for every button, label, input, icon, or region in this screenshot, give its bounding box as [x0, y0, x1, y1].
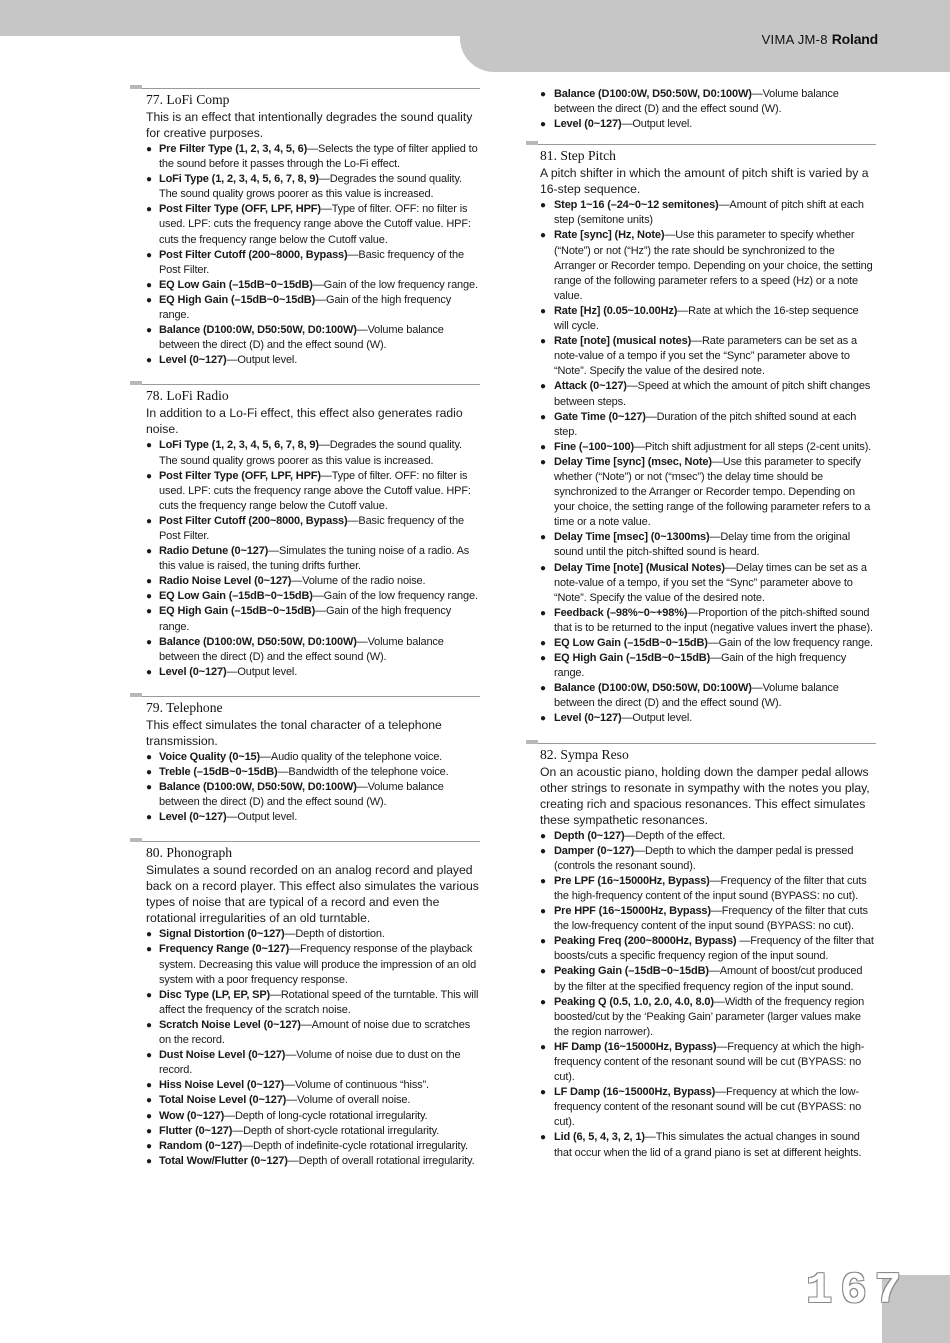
- param-item: [534, 874, 876, 904]
- param-desc: —This simulates the actual changes in sound that occur when the lid of a grand piano is set at different heights.: [554, 1131, 862, 1159]
- param-item: [534, 117, 876, 132]
- param-name: Attack (0~127): [554, 380, 627, 393]
- param-item: [534, 964, 876, 994]
- param-desc: —Depth of the effect.: [624, 829, 726, 842]
- param-item: [534, 636, 876, 651]
- param-item: [138, 278, 480, 293]
- param-name: Balance (D100:0W, D50:50W, D0:100W): [159, 635, 357, 648]
- section-marker: [130, 85, 142, 89]
- param-item: [534, 829, 876, 844]
- param-name: Disc Type (LP, EP, SP): [159, 988, 271, 1001]
- param-item: [138, 765, 480, 780]
- param-desc: —Width of the frequency region boosted/cut by the ‘Peaking Gain’ parameter (larger values make the region narrower).: [554, 995, 865, 1038]
- section-intro: On an acoustic piano, holding down the damper pedal allows other strings to resonate in sympathy with the notes you play, creating rich and spacious resonances. This effect simulates these sympathetic resonances.: [540, 764, 870, 827]
- param-name: LoFi Type (1, 2, 3, 4, 5, 6, 7, 8, 9): [159, 439, 319, 452]
- param-list: [534, 829, 876, 1161]
- param-list: [138, 927, 480, 1169]
- section-title: 78. LoFi Radio: [146, 388, 229, 404]
- param-list: [534, 198, 876, 726]
- param-desc: —Frequency of the filter that cuts the high-frequency content of the input sound (BYPASS: no cut).: [554, 874, 867, 902]
- param-desc: —Output level.: [226, 811, 298, 824]
- param-name: Balance (D100:0W, D50:50W, D0:100W): [554, 682, 752, 695]
- param-desc: —Depth of long-cycle rotational irregularity.: [224, 1109, 428, 1122]
- param-name: Pre LPF (16~15000Hz, Bypass): [554, 874, 710, 887]
- param-item: [534, 440, 876, 455]
- param-desc: —Gain of the high frequency range.: [159, 605, 452, 633]
- param-item: [138, 1154, 480, 1169]
- param-desc: —Rate at which the 16-step sequence will cycle.: [554, 304, 859, 333]
- param-item: [534, 934, 876, 964]
- param-name: Post Filter Cutoff (200~8000, Bypass): [159, 514, 348, 527]
- param-name: Random (0~127): [159, 1139, 243, 1152]
- param-desc: —Gain of the low frequency range.: [707, 637, 873, 649]
- param-desc: —Gain of the high frequency range.: [554, 652, 847, 680]
- param-item: [534, 1085, 876, 1130]
- param-item: [138, 353, 480, 368]
- param-name: Peaking Freq (200~8000Hz, Bypass): [554, 935, 737, 948]
- section-rule: [530, 144, 876, 145]
- param-name: Flutter (0~127): [159, 1124, 233, 1137]
- param-name: Level (0~127): [159, 354, 227, 367]
- param-name: Radio Noise Level (0~127): [159, 575, 292, 588]
- effect-section: [138, 384, 480, 680]
- param-name: Damper (0~127): [554, 844, 635, 857]
- param-item: [138, 544, 480, 574]
- param-item: [534, 530, 876, 560]
- param-name: Peaking Gain (–15dB~0~15dB): [554, 965, 709, 978]
- param-item: [138, 574, 480, 589]
- effect-section: [138, 696, 480, 825]
- param-list: [138, 142, 480, 368]
- param-item: [534, 606, 876, 636]
- param-item: [138, 589, 480, 604]
- param-desc: —Frequency of the filter that cuts the low-frequency content of the input sound (BYPASS: no cut).: [554, 905, 868, 933]
- param-item: [534, 87, 876, 117]
- param-name: Feedback (–98%~0~+98%): [554, 606, 688, 619]
- param-name: Scratch Noise Level (0~127): [159, 1018, 301, 1031]
- param-desc: —Depth to which the damper pedal is pressed (controls the resonant sound).: [554, 844, 854, 872]
- param-item: [138, 248, 480, 278]
- param-item: [138, 142, 480, 172]
- param-name: Level (0~127): [159, 811, 227, 824]
- param-name: LF Damp (16~15000Hz, Bypass): [554, 1086, 716, 1099]
- param-list: [138, 438, 480, 680]
- param-desc: —Volume of noise due to dust on the record.: [159, 1049, 461, 1077]
- param-name: Total Noise Level (0~127): [159, 1094, 287, 1107]
- param-item: [534, 711, 876, 726]
- param-desc: —Output level.: [226, 665, 298, 678]
- param-item: [138, 780, 480, 810]
- right-column: [534, 87, 876, 1177]
- param-desc: —Use this parameter to specify whether (“Note”) or not (“Hz”) the rate should be synchronized to the Arranger or Recorder tempo. Depending on your choice, the setting range of the following parameter refers to a speed (Hz) or a note value.: [554, 229, 873, 302]
- param-desc: —Volume balance between the direct (D) and the effect sound (W).: [159, 324, 444, 352]
- section-rule: [530, 743, 876, 744]
- section-title: 82. Sympa Reso: [540, 746, 629, 762]
- param-item: [138, 1018, 480, 1048]
- param-name: Level (0~127): [159, 665, 227, 678]
- param-desc: —Volume of overall noise.: [286, 1094, 411, 1107]
- param-name: EQ High Gain (–15dB~0~15dB): [159, 605, 316, 618]
- param-desc: —Volume balance between the direct (D) and the effect sound (W).: [159, 635, 444, 663]
- param-name: Signal Distortion (0~127): [159, 928, 285, 941]
- param-name: Peaking Q (0.5, 1.0, 2.0, 4.0, 8.0): [554, 995, 714, 1008]
- param-name: Pre Filter Type (1, 2, 3, 4, 5, 6): [159, 143, 308, 155]
- param-desc: —Selects the type of filter applied to the sound before it passes through the Lo-Fi effect.: [159, 143, 478, 171]
- param-item: [534, 904, 876, 934]
- section-title: 81. Step Pitch: [540, 148, 616, 164]
- param-name: Post Filter Type (OFF, LPF, HPF): [159, 469, 321, 482]
- param-name: Balance (D100:0W, D50:50W, D0:100W): [159, 324, 357, 337]
- param-desc: —Amount of boost/cut produced by the filter at the specified frequency region of the input sound.: [554, 965, 863, 993]
- param-item: [138, 514, 480, 544]
- param-item: [138, 438, 480, 468]
- param-desc: —Gain of the high frequency range.: [159, 293, 452, 322]
- param-item: [534, 304, 876, 334]
- param-name: EQ High Gain (–15dB~0~15dB): [554, 652, 711, 665]
- param-item: [138, 172, 480, 202]
- param-name: Frequency Range (0~127): [159, 943, 290, 956]
- section-rule: [134, 384, 480, 385]
- param-name: Post Filter Cutoff (200~8000, Bypass): [159, 248, 348, 261]
- param-name: EQ High Gain (–15dB~0~15dB): [159, 293, 316, 306]
- param-name: HF Damp (16~15000Hz, Bypass): [554, 1040, 717, 1053]
- param-item: [138, 469, 480, 514]
- param-item: [534, 844, 876, 874]
- param-desc: —Basic frequency of the Post Filter.: [159, 514, 464, 542]
- param-item: [534, 561, 876, 606]
- param-item: [138, 1093, 480, 1108]
- param-desc: —Depth of overall rotational irregularity.: [287, 1154, 475, 1167]
- param-desc: —Basic frequency of the Post Filter.: [159, 248, 464, 276]
- section-intro: Simulates a sound recorded on an analog record and played back on a record player. This effect also simulates the various types of noise that are typical of a record and even the rotational irregularities of an old turntable.: [146, 863, 479, 926]
- brand-logo: Roland: [831, 31, 878, 47]
- param-name: LoFi Type (1, 2, 3, 4, 5, 6, 7, 8, 9): [159, 173, 319, 186]
- param-name: Balance (D100:0W, D50:50W, D0:100W): [554, 88, 752, 100]
- param-name: Level (0~127): [554, 712, 622, 725]
- effect-section: [534, 144, 876, 726]
- effect-section: [138, 841, 480, 1169]
- param-name: Balance (D100:0W, D50:50W, D0:100W): [159, 781, 357, 794]
- param-name: Level (0~127): [554, 118, 622, 131]
- param-desc: —Delay time from the original sound until the pitch-shifted sound is heard.: [554, 531, 851, 559]
- param-desc: —Gain of the low frequency range.: [312, 278, 478, 291]
- param-name: Lid (6, 5, 4, 3, 2, 1): [554, 1131, 645, 1144]
- param-name: Gate Time (0~127): [554, 410, 646, 423]
- section-marker: [130, 693, 142, 697]
- param-item: [534, 379, 876, 409]
- param-item: [138, 1109, 480, 1124]
- param-item: [138, 927, 480, 942]
- param-item: [534, 410, 876, 440]
- param-item: [138, 1048, 480, 1078]
- param-name: Depth (0~127): [554, 829, 625, 842]
- param-desc: —Output level.: [226, 354, 298, 367]
- param-item: [138, 942, 480, 987]
- param-item: [138, 810, 480, 825]
- param-desc: —Simulates the tuning noise of a radio. As this value is raised, the tuning drifts further.: [159, 545, 470, 573]
- param-item: [534, 681, 876, 711]
- param-name: Rate [sync] (Hz, Note): [554, 229, 665, 242]
- param-item: [534, 651, 876, 681]
- section-marker: [130, 381, 142, 385]
- param-desc: —Depth of short-cycle rotational irregularity.: [232, 1124, 440, 1137]
- param-name: Voice Quality (0~15): [159, 750, 261, 763]
- param-desc: —Amount of pitch shift at each step (semitone units): [554, 199, 864, 227]
- param-desc: —Depth of distortion.: [284, 928, 385, 941]
- param-desc: —Amount of noise due to scratches on the record.: [159, 1018, 471, 1047]
- param-item: [534, 334, 876, 379]
- param-desc: —Type of filter. OFF: no filter is used. LPF: cuts the frequency range above the Cutoff value. HPF: cuts the frequency range below the Cutoff value.: [159, 469, 471, 512]
- param-item: [138, 988, 480, 1018]
- param-name: Post Filter Type (OFF, LPF, HPF): [159, 203, 321, 216]
- running-header: [762, 31, 878, 47]
- param-name: Rate [Hz] (0.05~10.00Hz): [554, 304, 678, 317]
- param-name: Pre HPF (16~15000Hz, Bypass): [554, 905, 711, 918]
- param-item: [138, 323, 480, 353]
- param-item: [138, 665, 480, 680]
- param-name: Delay Time [msec] (0~1300ms): [554, 531, 710, 544]
- section-rule: [134, 841, 480, 842]
- param-list: [138, 750, 480, 825]
- param-desc: —Pitch shift adjustment for all steps (2-cent units).: [634, 440, 872, 453]
- param-desc: —Output level.: [621, 118, 693, 131]
- param-item: [138, 1139, 480, 1154]
- section-intro: This is an effect that intentionally degrades the sound quality for creative purposes.: [146, 110, 473, 140]
- param-desc: —Rotational speed of the turntable. This will affect the frequency of the scratch noise.: [159, 988, 479, 1016]
- param-item: [138, 635, 480, 665]
- param-desc: —Degrades the sound quality. The sound quality grows poorer as this value is increased.: [159, 439, 462, 467]
- param-item: [534, 228, 876, 303]
- param-desc: —Volume balance between the direct (D) and the effect sound (W).: [554, 88, 839, 116]
- param-desc: —Proportion of the pitch-shifted sound that is to be returned to the input (negative values invert the phase).: [554, 606, 873, 634]
- param-name: Delay Time [sync] (msec, Note): [554, 455, 712, 468]
- param-desc: —Volume of the radio noise.: [291, 575, 426, 588]
- section-intro: This effect simulates the tonal character of a telephone transmission.: [146, 717, 442, 748]
- section-rule: [134, 88, 480, 89]
- param-desc: —Delay times can be set as a note-value of a tempo, if you set the “Sync” parameter above to “Note”. Specify the value of the desired note.: [554, 561, 867, 604]
- param-item: [138, 293, 480, 323]
- left-column: [138, 88, 480, 1185]
- section-intro: A pitch shifter in which the amount of pitch shift is varied by a 16-step sequence.: [540, 166, 869, 197]
- param-item: [534, 995, 876, 1040]
- param-name: Dust Noise Level (0~127): [159, 1049, 286, 1062]
- param-desc: —Audio quality of the telephone voice.: [260, 750, 443, 763]
- param-desc: —Frequency of the filter that boosts/cuts a specific frequency region of the input sound.: [554, 935, 874, 963]
- param-desc: —Frequency at which the high-frequency content of the resonant sound will be cut (BYPASS: no cut).: [554, 1040, 865, 1084]
- section-intro: In addition to a Lo-Fi effect, this effect also generates radio noise.: [146, 406, 463, 437]
- section-title: 79. Telephone: [146, 699, 223, 715]
- param-desc: —Volume balance between the direct (D) and the effect sound (W).: [159, 781, 444, 809]
- param-desc: —Rate parameters can be set as a note-value of a tempo if you set the “Sync” parameter above to “Note”. Specify the value of the desired note.: [554, 335, 857, 378]
- param-item: [138, 750, 480, 765]
- param-desc: —Type of filter. OFF: no filter is used. LPF: cuts the frequency range above the Cutoff value. HPF: cuts the frequency range below the Cutoff value.: [159, 203, 471, 246]
- param-item: [534, 1040, 876, 1085]
- param-desc: —Volume of continuous “hiss”.: [284, 1079, 429, 1092]
- param-name: EQ Low Gain (–15dB~0~15dB): [159, 590, 313, 603]
- param-item: [534, 1130, 876, 1160]
- effect-section: [534, 743, 876, 1161]
- model-name: VIMA JM-8: [761, 32, 828, 47]
- param-item: [138, 604, 480, 634]
- param-name: EQ Low Gain (–15dB~0~15dB): [554, 637, 708, 649]
- param-desc: —Gain of the low frequency range.: [312, 590, 478, 603]
- param-desc: —Depth of indefinite-cycle rotational irregularity.: [242, 1139, 468, 1152]
- continued-param-list: [534, 87, 876, 132]
- param-name: EQ Low Gain (–15dB~0~15dB): [159, 278, 313, 291]
- section-title: 80. Phonograph: [146, 845, 233, 861]
- param-name: Step 1~16 (–24~0~12 semitones): [554, 199, 719, 212]
- param-item: [138, 202, 480, 247]
- param-desc: —Speed at which the amount of pitch shift changes between steps.: [554, 380, 871, 408]
- param-desc: —Bandwidth of the telephone voice.: [277, 766, 449, 778]
- section-marker: [526, 141, 538, 145]
- param-desc: —Volume balance between the direct (D) and the effect sound (W).: [554, 682, 839, 710]
- param-name: Total Wow/Flutter (0~127): [159, 1154, 288, 1167]
- param-desc: —Degrades the sound quality. The sound quality grows poorer as this value is increased.: [159, 173, 462, 201]
- effect-section: [138, 88, 480, 368]
- section-marker: [526, 740, 538, 744]
- param-name: Radio Detune (0~127): [159, 545, 269, 558]
- param-item: [534, 455, 876, 530]
- param-name: Fine (–100~100): [554, 440, 634, 453]
- param-desc: —Duration of the pitch shifted sound at each step.: [554, 410, 857, 438]
- section-rule: [134, 696, 480, 697]
- section-title: 77. LoFi Comp: [146, 92, 230, 107]
- param-name: Delay Time [note] (Musical Notes): [554, 561, 725, 574]
- param-name: Rate [note] (musical notes): [554, 335, 692, 348]
- param-desc: —Use this parameter to specify whether (“Note”) or not (“msec”) the delay time should be synchronized to the Arranger or Recorder tempo. Depending on your choice, the setting range of the following parameter refers to a time or a note value.: [554, 455, 871, 529]
- param-desc: —Frequency at which the low-frequency content of the resonant sound will be cut (BYPASS: no cut).: [554, 1086, 862, 1129]
- section-marker: [130, 838, 142, 842]
- right-sections: [534, 144, 876, 1160]
- param-item: [534, 198, 876, 228]
- param-item: [138, 1078, 480, 1093]
- page-number: 167: [806, 1266, 910, 1316]
- param-name: Hiss Noise Level (0~127): [159, 1079, 285, 1092]
- param-item: [138, 1124, 480, 1139]
- param-name: Wow (0~127): [159, 1109, 225, 1122]
- param-name: Treble (–15dB~0~15dB): [159, 766, 278, 778]
- param-desc: —Output level.: [621, 712, 693, 725]
- param-desc: —Frequency response of the playback system. Decreasing this value will produce the impression of an old system with a poor frequency response.: [159, 943, 477, 986]
